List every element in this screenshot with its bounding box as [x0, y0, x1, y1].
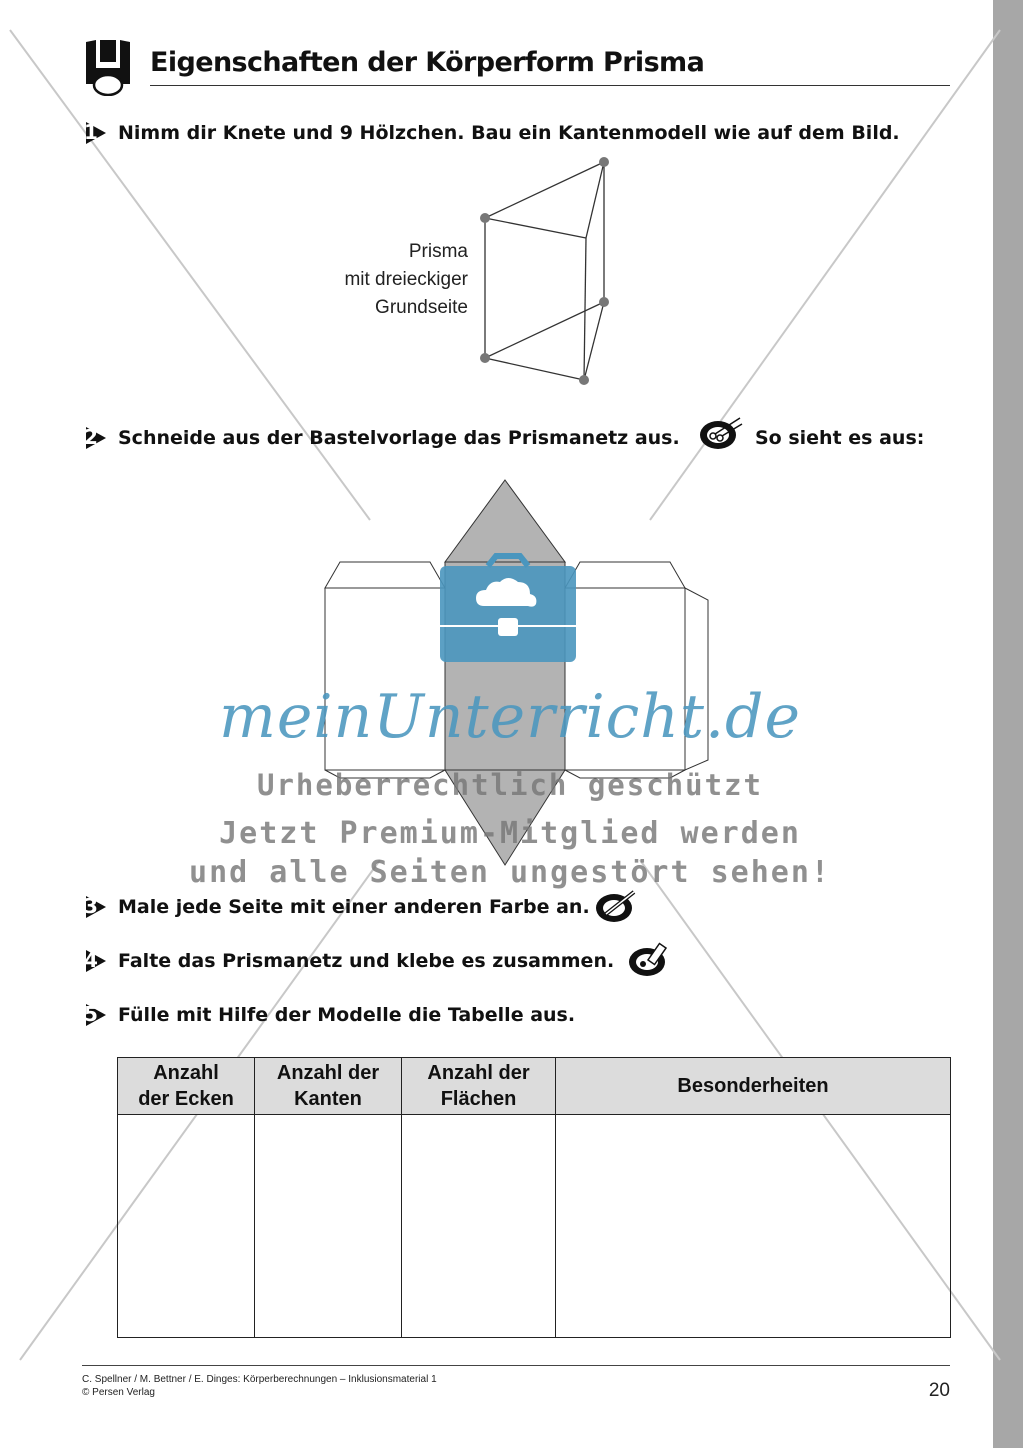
watermark-copyright: Urheberrechtlich geschützt	[257, 768, 763, 802]
footer-credit-line: C. Spellner / M. Bettner / E. Dinges: Körperberechnungen – Inklusionsmaterial 1	[82, 1374, 437, 1385]
task-number: 5	[84, 1002, 98, 1026]
header-line: Besonderheiten	[677, 1075, 829, 1097]
prism-caption	[260, 238, 468, 322]
prism-caption-line: mit dreieckiger	[344, 269, 468, 290]
task-text: Falte das Prismanetz und klebe es zusammen.	[118, 950, 615, 972]
table-row	[118, 1115, 951, 1338]
cell-corners[interactable]	[118, 1115, 255, 1338]
header-line: der Ecken	[138, 1088, 234, 1110]
task-text: Male jede Seite mit einer anderen Farbe an.	[118, 896, 590, 918]
watermark-premium: Jetzt Premium-Mitglied werden	[219, 816, 801, 851]
header-edges	[255, 1058, 402, 1115]
header-faces	[402, 1058, 556, 1115]
task-number: 4	[84, 948, 98, 972]
pencil-icon	[594, 888, 640, 924]
page-title: Eigenschaften der Körperform Prisma	[150, 47, 705, 78]
header-line: Anzahl der	[276, 1062, 380, 1084]
task-number: 1	[84, 120, 98, 144]
header-line: Flächen	[440, 1088, 517, 1110]
task-text-after: So sieht es aus:	[755, 427, 925, 449]
watermark-brand: meinUnterricht.de	[219, 682, 801, 752]
scissors-icon	[698, 416, 744, 452]
header-line: Anzahl	[153, 1062, 219, 1084]
prism-mascot-icon	[82, 38, 134, 96]
header-notes	[556, 1058, 951, 1115]
briefcase-cloud-logo-icon	[438, 552, 578, 667]
page-number: 20	[928, 1380, 950, 1401]
task-number: 3	[84, 894, 98, 918]
prism-caption-line: Prisma	[408, 241, 468, 262]
prism-caption-line: Grundseite	[375, 297, 468, 318]
task-number: 2	[84, 425, 98, 449]
footer-divider	[82, 1365, 950, 1366]
watermark-premium-2: und alle Seiten ungestört sehen!	[189, 855, 831, 890]
task-text: Fülle mit Hilfe der Modelle die Tabelle aus.	[118, 1004, 576, 1026]
header-line: Anzahl der	[427, 1062, 530, 1084]
task-2	[82, 423, 952, 453]
prism-edge-model	[470, 150, 620, 390]
cell-faces[interactable]	[402, 1115, 556, 1338]
task-text: Schneide aus der Bastelvorlage das Prismanetz aus.	[118, 427, 680, 449]
table-header-row	[118, 1058, 951, 1115]
header-corners	[118, 1058, 255, 1115]
cell-edges[interactable]	[255, 1115, 402, 1338]
glue-icon	[627, 942, 673, 978]
footer-credit-line: © Persen Verlag	[82, 1387, 155, 1398]
title-divider	[150, 85, 950, 86]
header-line: Kanten	[294, 1088, 362, 1110]
results-table	[117, 1057, 951, 1338]
footer-credit	[82, 1373, 437, 1399]
cell-notes[interactable]	[556, 1115, 951, 1338]
task-text: Nimm dir Knete und 9 Hölzchen. Bau ein Kantenmodell wie auf dem Bild.	[118, 122, 900, 144]
